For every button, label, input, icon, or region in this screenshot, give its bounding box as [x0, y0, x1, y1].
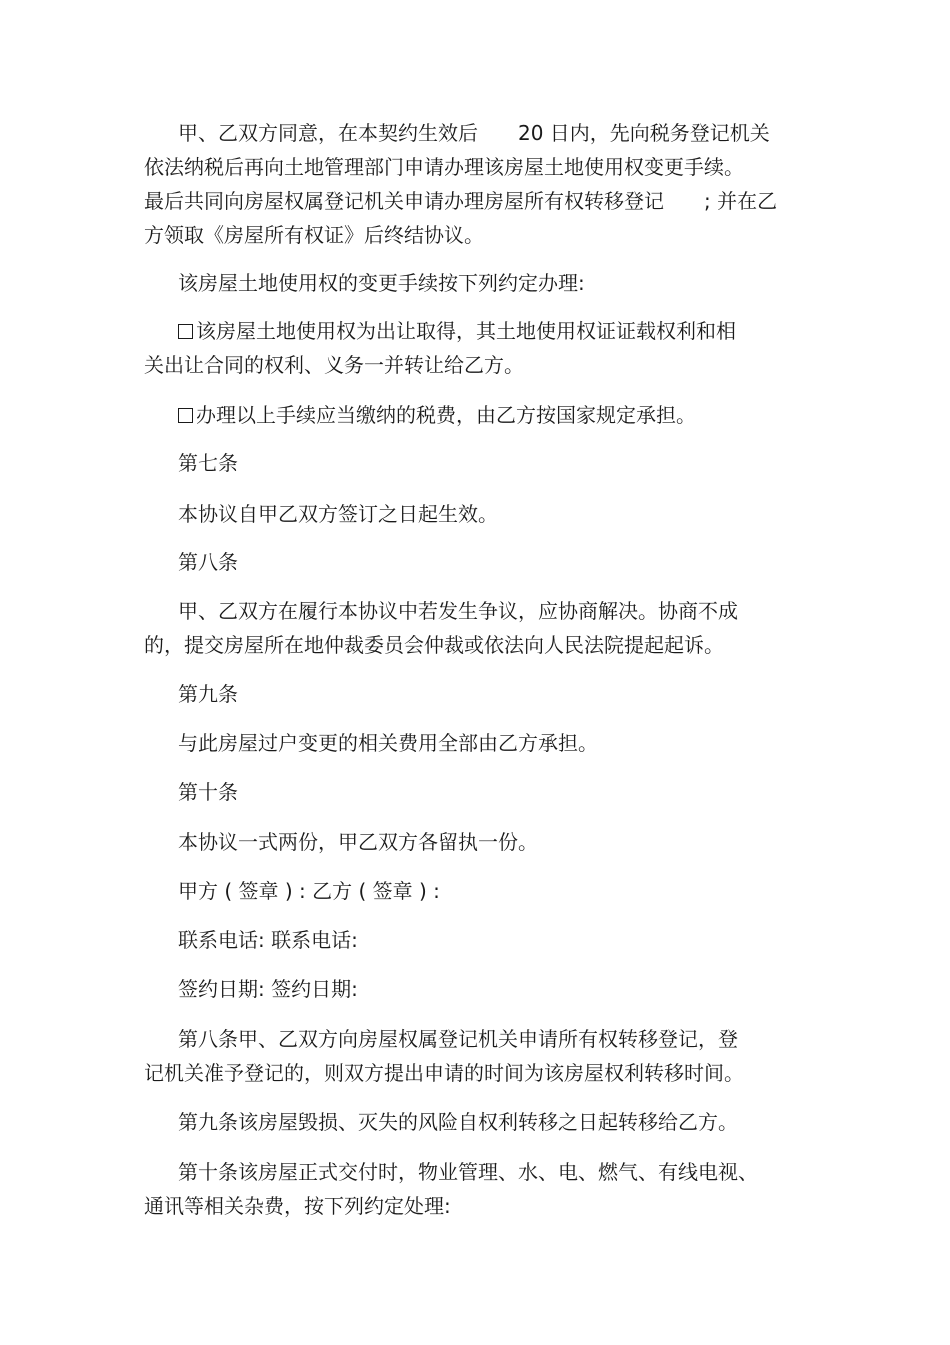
text-line: 甲、乙双方同意，在本契约生效后 20 日内，先向税务登记机关	[178, 121, 770, 145]
text-line: 第九条该房屋毁损、灭失的风险自权利转移之日起转移给乙方。	[178, 1110, 738, 1134]
date-line	[144, 972, 804, 1006]
text-line: 该房屋土地使用权的变更手续按下列约定办理:	[178, 271, 585, 295]
paragraph-effective	[144, 497, 804, 531]
text-line: 最后共同向房屋权属登记机关申请办理房屋所有权转移登记 ; 并在乙	[144, 189, 778, 213]
text-line: 甲方 ( 签章 ) : 乙方 ( 签章 ) :	[178, 879, 440, 903]
text-line: 的，提交房屋所在地仲裁委员会仲裁或依法向人民法院提起起诉。	[144, 633, 724, 657]
text-line: 联系电话: 联系电话:	[178, 928, 358, 952]
checkbox-icon	[178, 324, 193, 339]
text-line: 依法纳税后再向土地管理部门申请办理该房屋土地使用权变更手续。	[144, 155, 744, 179]
article-7-heading	[144, 446, 804, 480]
article-10-heading	[144, 775, 804, 809]
article-8-heading	[144, 545, 804, 579]
paragraph-dispute	[144, 594, 804, 662]
paragraph-land-use-option-1	[144, 314, 804, 382]
text-line: 本协议自甲乙双方签订之日起生效。	[178, 502, 498, 526]
paragraph-transfer-time	[144, 1022, 804, 1090]
heading-text: 第十条	[178, 780, 238, 804]
paragraph-handover	[144, 1155, 804, 1223]
text-line: 该房屋土地使用权为出让取得，其土地使用权证证载权利和相	[144, 314, 804, 348]
text-line: 本协议一式两份，甲乙双方各留执一份。	[178, 830, 538, 854]
text-line: 通讯等相关杂费，按下列约定处理:	[144, 1194, 451, 1218]
text-line: 方领取《房屋所有权证》后终结协议。	[144, 223, 484, 247]
phone-line	[144, 923, 804, 957]
article-9-heading	[144, 677, 804, 711]
text-line: 第八条甲、乙双方向房屋权属登记机关申请所有权转移登记，登	[178, 1027, 738, 1051]
paragraph-land-use-option-2	[144, 398, 804, 432]
paragraph-registration	[144, 116, 804, 252]
paragraph-fees	[144, 726, 804, 760]
text-line: 第十条该房屋正式交付时，物业管理、水、电、燃气、有线电视、	[178, 1160, 758, 1184]
heading-text: 第九条	[178, 682, 238, 706]
text-line: 甲、乙双方在履行本协议中若发生争议，应协商解决。协商不成	[178, 599, 738, 623]
heading-text: 第七条	[178, 451, 238, 475]
text-line: 关出让合同的权利、义务一并转让给乙方。	[144, 353, 524, 377]
paragraph-copies	[144, 825, 804, 859]
text-line: 与此房屋过户变更的相关费用全部由乙方承担。	[178, 731, 598, 755]
heading-text: 第八条	[178, 550, 238, 574]
paragraph-risk	[144, 1105, 804, 1139]
checkbox-icon	[178, 408, 193, 423]
text-line: 办理以上手续应当缴纳的税费，由乙方按国家规定承担。	[144, 398, 804, 432]
signature-line	[144, 874, 804, 908]
paragraph-land-use-intro	[144, 266, 804, 300]
text-line: 签约日期: 签约日期:	[178, 977, 358, 1001]
text-line: 记机关准予登记的，则双方提出申请的时间为该房屋权利转移时间。	[144, 1061, 744, 1085]
